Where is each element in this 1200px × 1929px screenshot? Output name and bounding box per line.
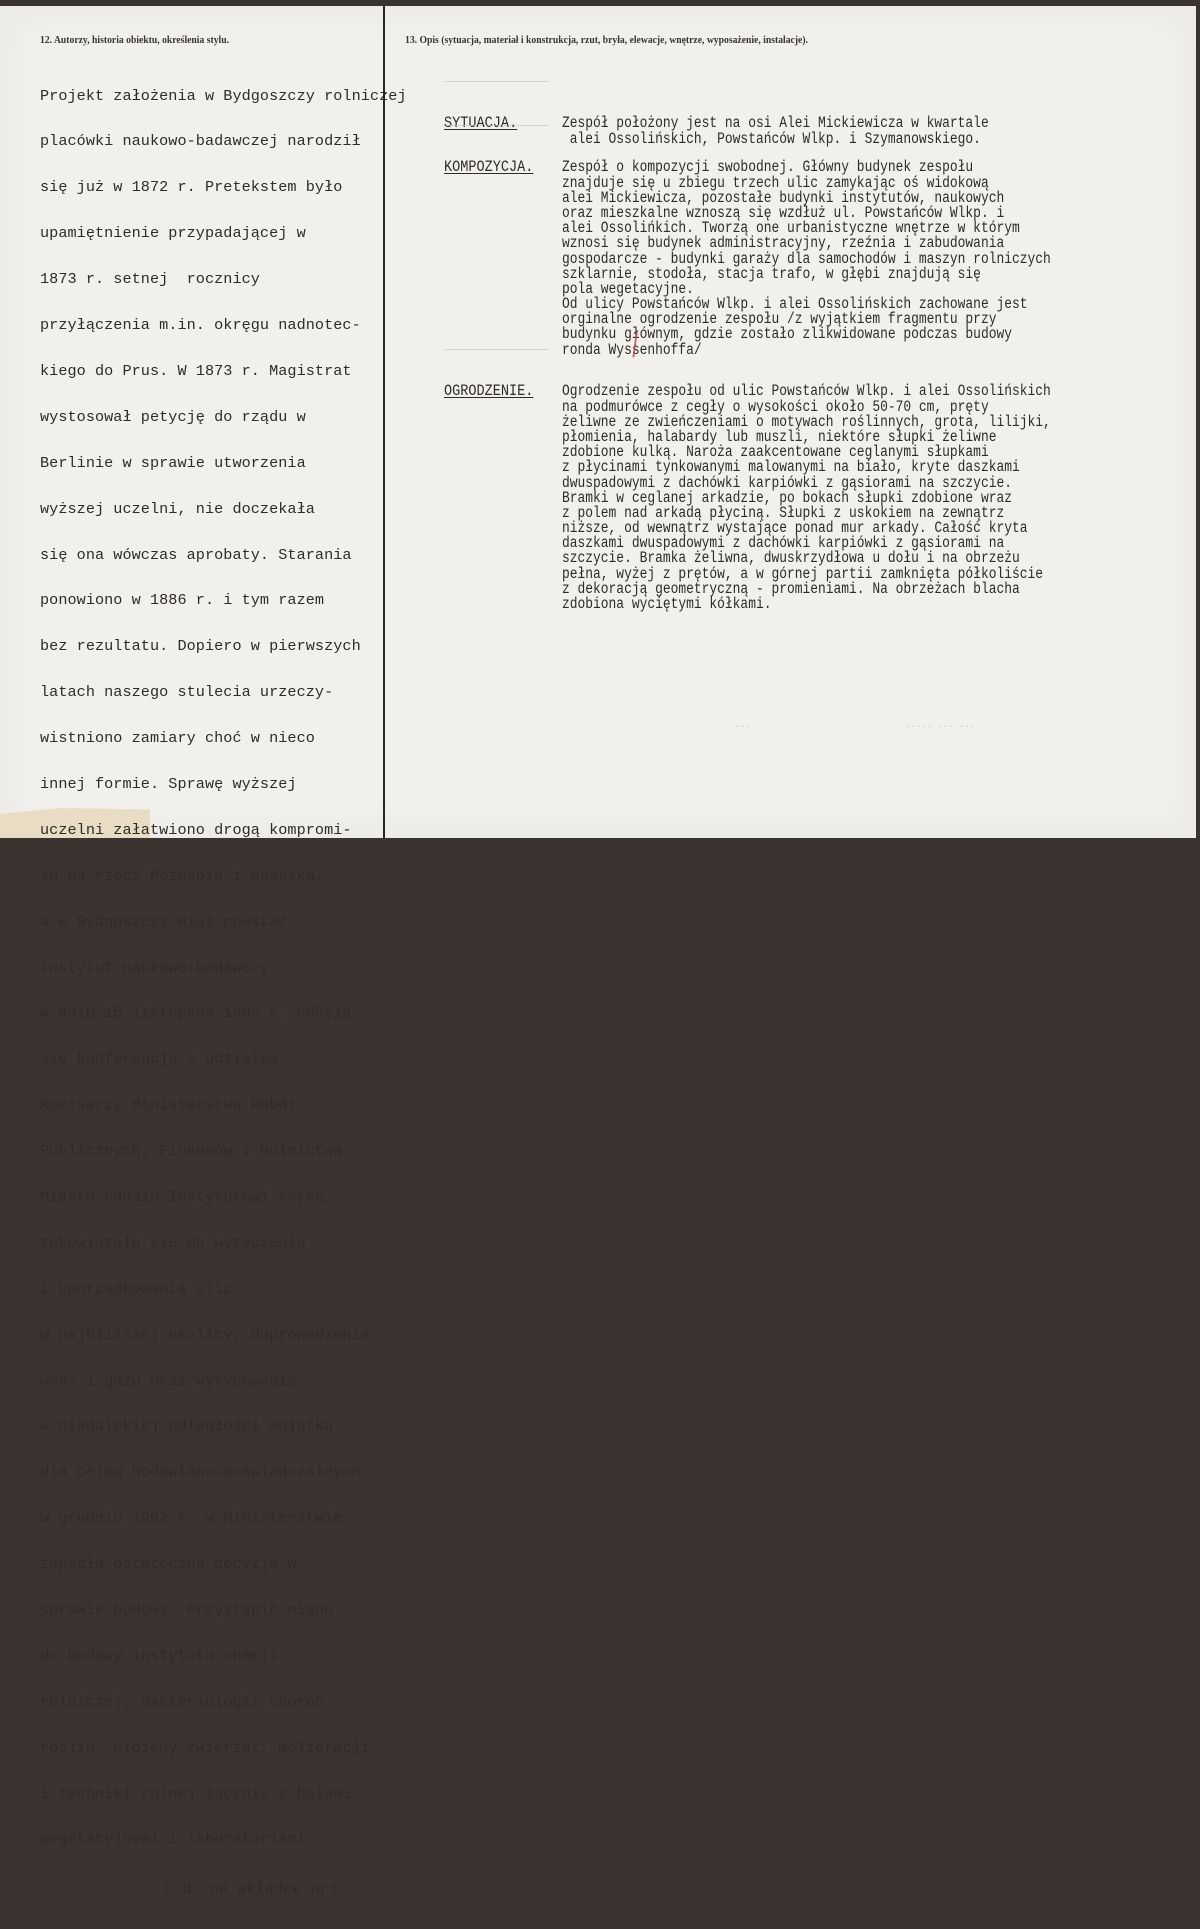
text-line: innej formie. Sprawę wyższej bbox=[40, 774, 297, 793]
text-line: z dekoracją geometryczną - promieniami. Na obrzeżach blacha bbox=[562, 579, 1020, 598]
text-line: su na rzecz Poznania i Gdańska, bbox=[40, 866, 325, 885]
text-line: zapadła ostateczna decyzja w bbox=[40, 1555, 297, 1574]
text-line: wistniono zamiary choć w nieco bbox=[40, 729, 315, 748]
bleed-through-mark: ··· ··· ····· bbox=[905, 722, 976, 732]
text-line: i techniki rolnej łącznie z halami bbox=[40, 1784, 352, 1803]
text-line: Ogrodzenie zespołu od ulic Powstańców Wlkp. i alei Ossolińskich bbox=[562, 382, 1051, 401]
text-line: wystosował petycję do rządu w bbox=[40, 407, 306, 426]
text-line: Miasto oddało Instytutowi teren, bbox=[40, 1187, 334, 1206]
text-line: kiego do Prus. W 1873 r. Magistrat bbox=[40, 361, 352, 380]
text-line: znajduje się u zbiegu trzech ulic zamykając oś widokową bbox=[562, 173, 989, 192]
text-line: placówki naukowo-badawczej narodził bbox=[40, 132, 361, 151]
text-line: uczelni załatwiono drogą kompromi- bbox=[40, 820, 352, 839]
text-line: Od ulicy Powstańców Wlkp. i alei Ossolińskich zachowane jest bbox=[562, 295, 1028, 314]
text-line: szklarnie, stodoła, stacja trafo, w głębi znajdują się bbox=[562, 264, 981, 283]
dotted-rule bbox=[444, 349, 549, 351]
text-line: się już w 1872 r. Pretekstem było bbox=[40, 178, 343, 197]
text-line: a w Bydgoszczy miał powstać bbox=[40, 912, 288, 931]
text-line: zobowiązało się do wytyczenia bbox=[40, 1233, 306, 1252]
text-line: instytut naukowo-badawczy. bbox=[40, 958, 279, 977]
section-ogrodzenie bbox=[444, 354, 1144, 643]
continuation-note: c.d. na wkładce nr1 bbox=[164, 1880, 339, 1899]
text-line: zdobiona wyciętymi kółkami. bbox=[562, 595, 772, 614]
text-line: daszkami dwuspadowymi z dachówki karpiówki z gąsiorami na bbox=[562, 534, 1005, 553]
text-line: dwuspadowymi z dachówki karpiówki z gąsiorami na szczycie. bbox=[562, 473, 1012, 492]
text-line: Projekt założenia w Bydgoszczy rolniczej bbox=[40, 86, 407, 105]
text-line: wegetacyjnymi i laboratoriami. bbox=[40, 1830, 315, 1849]
text-line: płomienia, halabardy lub muszli, niektóre słupki żeliwne bbox=[562, 427, 997, 446]
bleed-through-mark: ··· bbox=[735, 722, 752, 732]
section-12-heading: 12. Autorzy, historia obiektu, określenia stylu. bbox=[40, 35, 230, 46]
text-line: przyłączenia m.in. okręgu nadnotec- bbox=[40, 316, 361, 335]
text-line: alei Ossolińskich, Powstańców Wlkp. i Szymanowskiego. bbox=[562, 129, 981, 148]
text-line: niższe, od wewnątrz wystające ponad mur arkady. Całość kryta bbox=[562, 519, 1028, 538]
text-line: Berlinie w sprawie utworzenia bbox=[40, 453, 306, 472]
text-line: Bramki w ceglanej arkadzie, po bokach słupki zdobione wraz bbox=[562, 488, 1012, 507]
text-line: orginalne ogrodzenie zespołu /z wyjątkiem fragmentu przy bbox=[562, 310, 997, 329]
text-line: żeliwne ze zwieńczeniami o motywach roślinnych, grota, lilijki, bbox=[562, 412, 1051, 431]
text-line: budynku głównym, gdzie zostało zlikwidowane podczas budowy bbox=[562, 325, 1012, 344]
section-label: OGRODZENIE. bbox=[444, 382, 534, 401]
text-line: gospodarcze - budynki garaży dla samochodów i maszyn rolniczych bbox=[562, 249, 1051, 268]
text-line: wody i gazu oraz wytypowania bbox=[40, 1371, 297, 1390]
text-line: i uporządkowania ulic. bbox=[40, 1279, 242, 1298]
text-line: bez rezultatu. Dopiero w pierwszych bbox=[40, 637, 361, 656]
text-line: latach naszego stulecia urzeczy- bbox=[40, 683, 334, 702]
text-line: sprawie budowy. Przystąpić miano bbox=[40, 1600, 334, 1619]
text-line: alei Mickiewicza, pozostałe budynki instytutów, naukowych bbox=[562, 188, 1005, 207]
text-line: pola wegetacyjne. bbox=[562, 279, 694, 298]
text-line: wyższej uczelni, nie doczekała bbox=[40, 499, 315, 518]
text-line: z płycinami tynkowanymi malowanymi na biało, kryte daszkami bbox=[562, 458, 1020, 477]
text-line: Zespół o kompozycji swobodnej. Główny budynek zespołu bbox=[562, 158, 974, 177]
dotted-rule bbox=[444, 81, 549, 83]
dotted-rule bbox=[444, 125, 549, 127]
text-line: ponowiono w 1886 r. i tym razem bbox=[40, 591, 325, 610]
text-line: dla celów hodowlano-doświadczalnych. bbox=[40, 1463, 370, 1482]
text-line: szczycie. Bramka żeliwna, dwuskrzydłowa u dołu i na obrzeżu bbox=[562, 549, 1020, 568]
text-line: rolniczej, bakteriologii chorób bbox=[40, 1692, 325, 1711]
paper-sheet bbox=[0, 6, 1196, 1899]
text-line: z polem nad arkadą płyciną. Słupki z uskokiem na zewnątrz bbox=[562, 503, 1005, 522]
text-line: pełna, wyżej z prętów, a w górnej partii zamknięta półkoliście bbox=[562, 564, 1044, 583]
history-text bbox=[40, 58, 407, 1928]
text-line: roślin, higieny zwierząt, melioracji bbox=[40, 1738, 370, 1757]
text-line: się ona wówczas aprobaty. Starania bbox=[40, 545, 352, 564]
text-line: ronda Wyssenhoffa/ bbox=[562, 340, 702, 359]
text-line: alei Ossolińkich. Tworzą one urbanistyczne wnętrze w którym bbox=[562, 219, 1020, 238]
text-line: się konferencja z udziałem bbox=[40, 1050, 279, 1069]
text-line: Zespół położony jest na osi Alei Mickiewicza w kwartale bbox=[562, 114, 989, 133]
text-line: Komisarzy Ministerstwa Robót bbox=[40, 1096, 297, 1115]
section-label: KOMPOZYCJA. bbox=[444, 158, 534, 177]
text-line: W najbliższej okolicy, doprowadzenia bbox=[40, 1325, 370, 1344]
text-line: zdobione kulką. Naroża zaakcentowane ceglanymi słupkami bbox=[562, 443, 989, 462]
text-line: oraz mieszkalne wznoszą się wzdłuż ul. Powstańców Wlkp. i bbox=[562, 203, 1005, 222]
section-13-heading: 13. Opis (sytuacja, materiał i konstrukcja, rzut, bryła, elewacje, wnętrze, wyposażenie, instalacje). bbox=[405, 35, 808, 46]
section-label: SYTUACJA. bbox=[444, 114, 518, 133]
text-line: 1873 r. setnej rocznicy bbox=[40, 270, 260, 289]
text-line: upamiętnienie przypadającej w bbox=[40, 224, 306, 243]
text-line: do budowy instytutu chemii bbox=[40, 1646, 279, 1665]
text-line: na podmurówce z cegły o wysokości około 50-70 cm, pręty bbox=[562, 397, 989, 416]
text-line: W dniu 15 listopada 1902 r. odbyła bbox=[40, 1004, 352, 1023]
text-line: w niedalekiej odległości majątku bbox=[40, 1417, 334, 1436]
text-line: W grudniu 1902 r. w Ministerstwie bbox=[40, 1509, 343, 1528]
text-line: Publicznych, Finansów i Rolnictwa. bbox=[40, 1142, 352, 1161]
text-line: wznosi się budynek administracyjny, rzeźnia i zabudowania bbox=[562, 234, 1005, 253]
